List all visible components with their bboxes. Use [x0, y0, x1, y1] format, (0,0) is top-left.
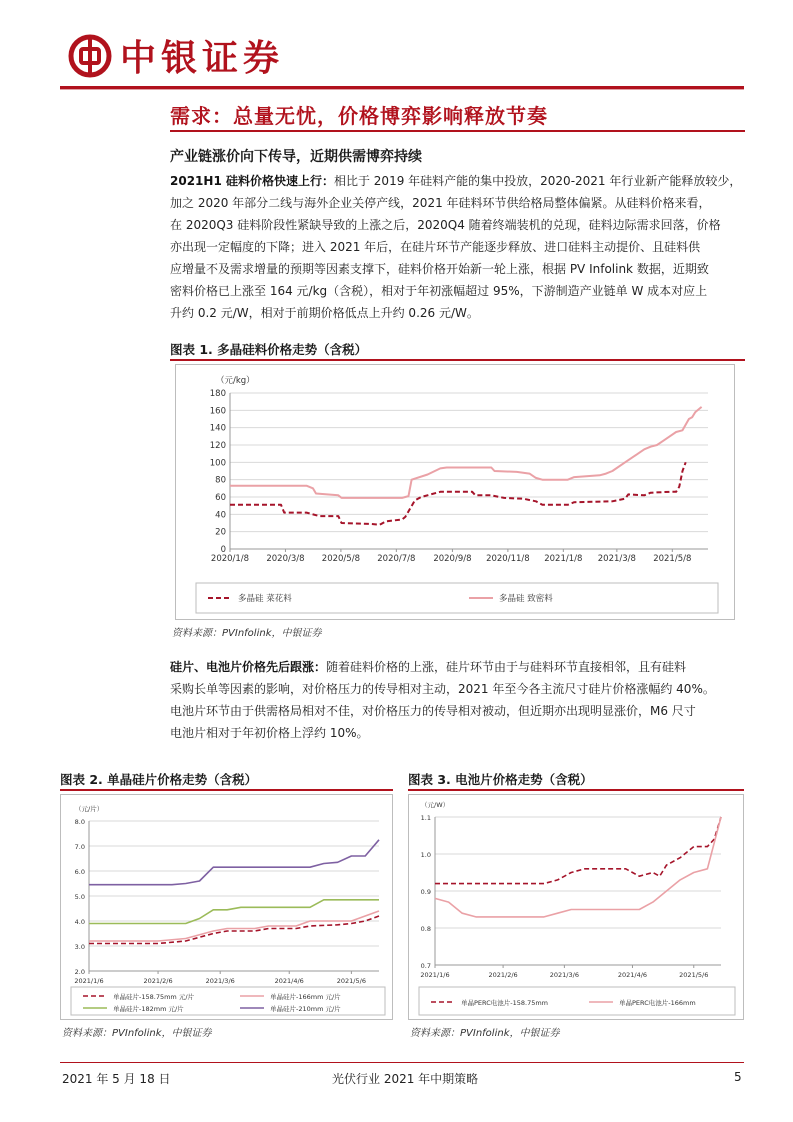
- page-header: [60, 28, 740, 88]
- paragraph-line: 亦出现一定幅度的下降；进入 2021 年后，在硅片环节产能逐步释放、进口硅料主动提价、且硅料供: [170, 240, 701, 254]
- figure-1-title: 图表 1. 多晶硅料价格走势（含税）: [170, 342, 368, 357]
- x-tick-label: 2021/4/6: [274, 977, 304, 985]
- series-line-1: [89, 911, 379, 941]
- series-line-1: [230, 407, 702, 498]
- legend-label-0: 单晶硅片-158.75mm 元/片: [113, 993, 195, 1001]
- y-tick-label: 0.9: [420, 888, 431, 896]
- section-divider: [170, 130, 745, 132]
- footer-date: 2021 年 5 月 18 日: [62, 1072, 171, 1086]
- x-tick-label: 2021/1/8: [544, 554, 583, 564]
- y-tick-label: 8.0: [74, 818, 85, 826]
- paragraph-line: 密料价格已上涨至 164 元/kg（含税），相对于年初涨幅超过 95%，下游制造产业链单 W 成本对应上: [170, 284, 708, 298]
- figure-3-source: 资料来源：PVInfolink，中银证券: [410, 1028, 560, 1039]
- paragraph-line: 加之 2020 年部分二线与海外企业关停产线，2021 年硅料环节供给格局整体偏紧。从硅料价格来看，: [170, 196, 711, 210]
- series-line-3: [89, 840, 379, 885]
- y-tick-label: 60: [215, 493, 226, 503]
- series-line-1: [435, 817, 721, 917]
- figure-2-title: 图表 2. 单晶硅片价格走势（含税）: [60, 772, 258, 787]
- x-tick-label: 2021/5/6: [336, 977, 366, 985]
- figure-2-chart: [60, 794, 393, 1020]
- brand-name: 中银证券: [120, 38, 285, 79]
- x-tick-label: 2020/1/8: [210, 554, 250, 564]
- y-axis-label: （元/kg）: [216, 376, 255, 386]
- figure-1-chart: [175, 364, 735, 620]
- x-tick-label: 2020/3/8: [266, 554, 305, 564]
- paragraph-silicon-price: [170, 170, 745, 324]
- figure-3-rule: [408, 789, 744, 791]
- y-tick-label: 80: [215, 475, 226, 486]
- series-line-0: [230, 462, 686, 524]
- x-tick-label: 2021/5/8: [653, 554, 692, 564]
- paragraph-line: 升约 0.2 元/W，相对于前期价格低点上升约 0.26 元/W。: [170, 306, 479, 320]
- y-tick-label: 0: [220, 545, 226, 555]
- paragraph-lead: 2021H1 硅料价格快速上行：: [170, 174, 334, 188]
- figure-2-svg: [61, 795, 392, 1019]
- legend-label-3: 单晶硅片-210mm 元/片: [270, 1005, 341, 1013]
- y-tick-label: 0.8: [420, 925, 431, 933]
- figure-2-rule: [60, 789, 393, 791]
- series-line-2: [89, 900, 379, 924]
- x-tick-label: 2020/5/8: [321, 554, 360, 564]
- y-axis-label: （元/片）: [75, 805, 104, 813]
- y-tick-label: 5.0: [74, 893, 85, 901]
- x-tick-label: 2021/2/6: [488, 971, 518, 979]
- y-tick-label: 2.0: [74, 968, 85, 976]
- x-tick-label: 2020/7/8: [377, 554, 416, 564]
- y-tick-label: 120: [209, 441, 226, 451]
- legend-label-1: 单晶PERC电池片-166mm: [619, 999, 696, 1007]
- y-tick-label: 40: [215, 510, 226, 521]
- x-tick-label: 2021/2/6: [143, 977, 173, 985]
- x-tick-label: 2021/3/6: [549, 971, 579, 979]
- y-tick-label: 140: [209, 423, 226, 434]
- y-tick-label: 160: [209, 406, 226, 417]
- paragraph-line: 应增量不及需求增量的预期等因素支撑下，硅料价格开始新一轮上涨，根据 PV Infolink 数据，近期致: [170, 262, 709, 276]
- y-tick-label: 1.1: [420, 814, 431, 822]
- paragraph-wafer-cell-price: [170, 656, 745, 744]
- series-line-0: [89, 916, 379, 944]
- y-axis-label: （元/W）: [421, 801, 450, 809]
- y-tick-label: 7.0: [74, 843, 85, 851]
- x-tick-label: 2020/9/8: [433, 554, 472, 564]
- figure-3-title: 图表 3. 电池片价格走势（含税）: [408, 772, 593, 787]
- legend-label-0: 单晶PERC电池片-158.75mm: [461, 999, 549, 1007]
- legend-label-1: 多晶硅 致密料: [499, 594, 553, 604]
- legend-label-1: 单晶硅片-166mm 元/片: [270, 993, 341, 1001]
- paragraph-line: 电池片相对于年初价格上浮约 10%。: [170, 726, 369, 740]
- y-tick-label: 20: [215, 527, 226, 538]
- series-line-0: [435, 817, 721, 884]
- bank-of-china-logo-icon: [68, 34, 112, 78]
- x-tick-label: 2020/11/8: [486, 554, 530, 564]
- y-tick-label: 180: [209, 389, 226, 399]
- footer-divider: [60, 1062, 744, 1063]
- paragraph-line: 电池片环节由于供需格局相对不佳，对价格压力的传导相对被动，但近期亦出现明显涨价，M6 尺寸: [170, 704, 696, 718]
- section-title: 需求：总量无忧，价格博弈影响释放节奏: [170, 104, 548, 128]
- header-divider-thin: [60, 89, 744, 90]
- paragraph-line: 相比于 2019 年硅料产能的集中投放，2020-2021 年行业新产能释放较少，: [333, 174, 742, 188]
- figure-2-source: 资料来源：PVInfolink，中银证券: [62, 1028, 212, 1039]
- x-tick-label: 2021/4/6: [617, 971, 648, 979]
- y-tick-label: 0.7: [420, 962, 431, 970]
- legend-label-0: 多晶硅 菜花料: [238, 594, 292, 604]
- x-tick-label: 2021/1/6: [74, 977, 104, 985]
- y-tick-label: 100: [209, 458, 226, 469]
- y-tick-label: 4.0: [74, 918, 85, 926]
- subsection-title: 产业链涨价向下传导，近期供需博弈持续: [170, 149, 422, 165]
- paragraph-line: 在 2020Q3 硅料阶段性紧缺导致的上涨之后，2020Q4 随着终端装机的兑现，硅料边际需求回落，价格: [170, 218, 721, 232]
- x-tick-label: 2021/3/8: [597, 554, 636, 564]
- footer-doc-title: 光伏行业 2021 年中期策略: [332, 1072, 479, 1086]
- footer-page-number: 5: [734, 1070, 742, 1084]
- figure-1-svg: [176, 365, 734, 619]
- figure-3-svg: [409, 795, 743, 1019]
- x-tick-label: 2021/5/6: [679, 971, 709, 979]
- paragraph-line: 随着硅料价格的上涨，硅片环节由于与硅料环节直接相邻，且有硅料: [326, 660, 687, 674]
- y-tick-label: 3.0: [74, 943, 85, 951]
- figure-1-source: 资料来源：PVInfolink，中银证券: [172, 628, 322, 639]
- x-tick-label: 2021/1/6: [420, 971, 450, 979]
- paragraph-line: 采购长单等因素的影响，对价格压力的传导相对主动，2021 年至今各主流尺寸硅片价格涨幅约 40%。: [170, 682, 715, 696]
- x-tick-label: 2021/3/6: [205, 977, 235, 985]
- y-tick-label: 6.0: [74, 868, 85, 876]
- figure-3-chart: [408, 794, 744, 1020]
- figure-1-rule: [170, 359, 745, 361]
- y-tick-label: 1.0: [420, 851, 431, 859]
- paragraph-lead: 硅片、电池片价格先后跟涨：: [170, 660, 327, 674]
- legend-label-2: 单晶硅片-182mm 元/片: [113, 1005, 184, 1013]
